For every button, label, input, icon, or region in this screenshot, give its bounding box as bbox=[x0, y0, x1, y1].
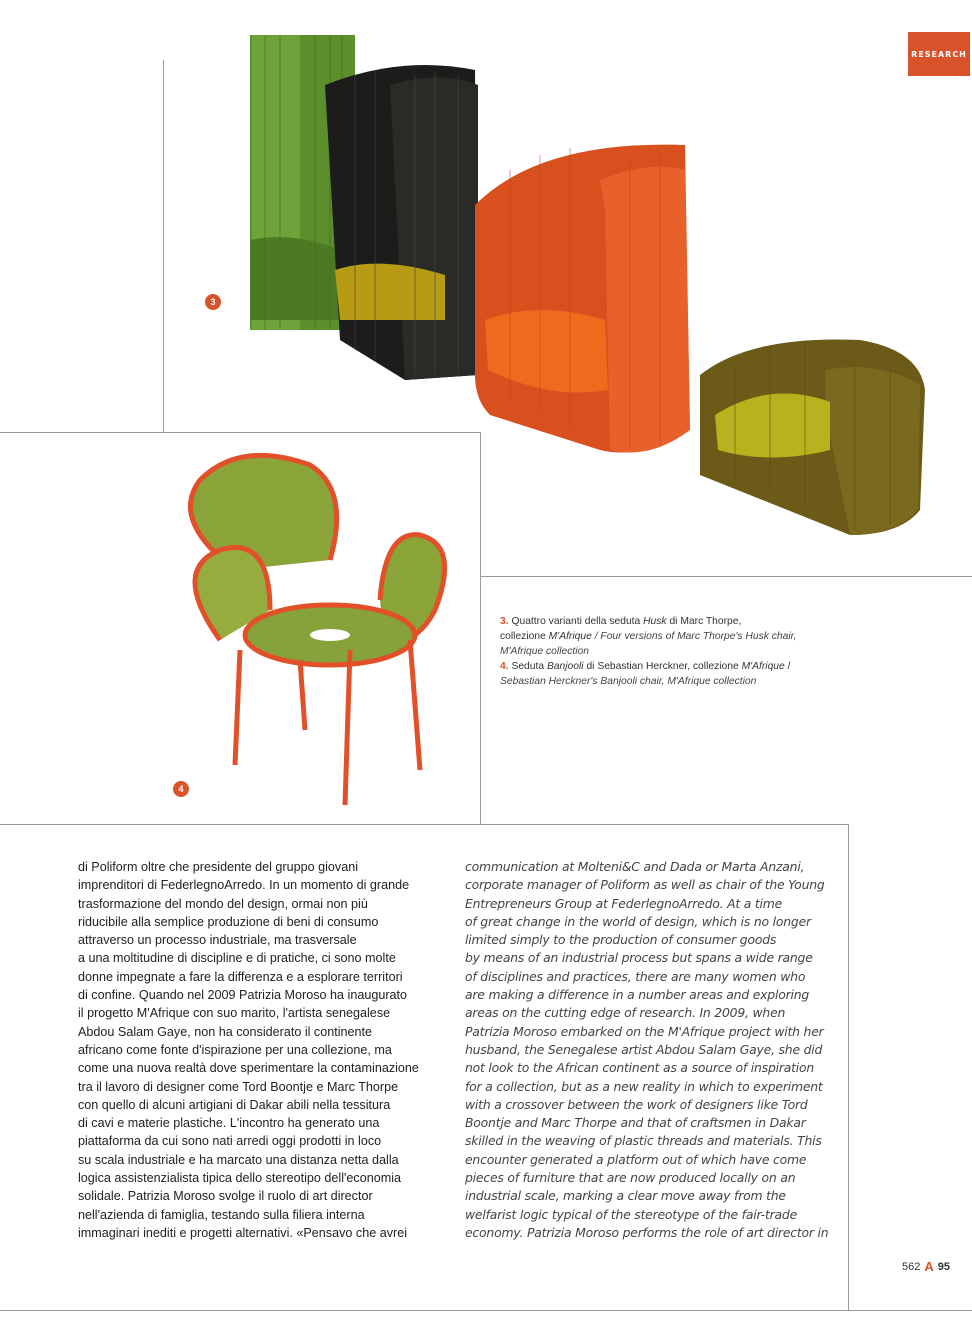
italian-line: piattaforma da cui sono nati arredi oggi prodotti in loco bbox=[78, 1134, 382, 1149]
figure-3-badge: 3 bbox=[205, 294, 221, 310]
english-line: communication at Molteni&C and Dada or Marta Anzani, bbox=[465, 859, 805, 874]
caption-4-it-b: Banjooli bbox=[546, 661, 584, 672]
english-line: with a crossover between the work of designers like Tord bbox=[465, 1096, 808, 1112]
caption-4-it-e: / bbox=[784, 661, 791, 672]
caption-item-4 bbox=[500, 659, 840, 689]
figure-4-badge: 4 bbox=[173, 781, 189, 797]
caption-3-it-b: Husk bbox=[643, 616, 667, 627]
italian-line: donne impegnate a fare la differenza e a esplorare territori bbox=[78, 969, 403, 984]
caption-3-it-c: di Marc Thorpe, bbox=[666, 616, 742, 627]
english-line: limited simply to the production of consumer goods bbox=[465, 932, 777, 948]
italian-line: di Poliform oltre che presidente del gruppo giovani bbox=[78, 860, 359, 874]
italian-line: riducibile alla semplice produzione di beni di consumo bbox=[78, 914, 379, 929]
frame-rule-text-top bbox=[0, 824, 848, 825]
caption-3-it-a: Quattro varianti della seduta bbox=[511, 616, 644, 627]
page-folio bbox=[902, 1259, 950, 1274]
caption-4-it-c: di Sebastian Herckner, collezione bbox=[583, 661, 742, 672]
english-line: areas on the cutting edge of research. In 2009, when bbox=[465, 1005, 786, 1021]
frame-rule-caption bbox=[480, 576, 972, 577]
caption-item-3 bbox=[500, 614, 840, 659]
figure-caption bbox=[500, 614, 840, 689]
italian-line: con quello di alcuni artigiani di Dakar abili nella tessitura bbox=[78, 1097, 391, 1112]
husk-chair-olive bbox=[700, 339, 925, 535]
italian-line: a una moltitudine di discipline e di pratiche, ci sono molte bbox=[78, 951, 396, 966]
caption-4-it-a: Seduta bbox=[508, 661, 547, 672]
italian-line: solidale. Patrizia Moroso svolge il ruolo di art director bbox=[78, 1189, 373, 1204]
english-line: Entrepreneurs Group at FederlegnoArredo. At a time bbox=[465, 895, 783, 911]
italian-line: imprenditori di FederlegnoArredo. In un momento di grande bbox=[78, 878, 410, 893]
english-body-column bbox=[465, 858, 835, 1242]
italian-line: tra il lavoro di designer come Tord Boontje e Marc Thorpe bbox=[78, 1079, 399, 1094]
english-line: welfarist logic typical of the stereotype of the fair-trade bbox=[465, 1206, 797, 1222]
english-line: industrial scale, marking a clear move away from the bbox=[465, 1188, 786, 1204]
english-line: for a collection, but as a new reality in which to experiment bbox=[465, 1078, 823, 1094]
frame-rule-left-top bbox=[163, 60, 164, 432]
frame-rule-bottom bbox=[0, 1310, 972, 1311]
italian-line: logica assistenzialista tipica dello stereotipo dell'economia bbox=[78, 1171, 402, 1186]
caption-3-en-a: / Four versions of Marc Thorpe's Husk chair, bbox=[591, 631, 797, 642]
magazine-logo: A bbox=[924, 1259, 934, 1274]
banjooli-chair-photo bbox=[180, 450, 460, 815]
husk-chair-orange bbox=[475, 145, 690, 453]
english-line: economy. Patrizia Moroso performs the role of art director in bbox=[465, 1224, 829, 1240]
english-line: of disciplines and practices, there are many women who bbox=[465, 968, 806, 984]
italian-line: Abdou Salam Gaye, non ha considerato il continente bbox=[78, 1024, 373, 1039]
english-line: Boontje and Marc Thorpe and that of craftsmen in Dakar bbox=[465, 1115, 806, 1131]
italian-body-column bbox=[78, 858, 440, 1242]
caption-4-number: 4. bbox=[500, 661, 509, 672]
english-line: encounter generated a platform out of which have come bbox=[465, 1151, 807, 1167]
english-line: Patrizia Moroso embarked on the M'Afrique project with her bbox=[465, 1023, 824, 1039]
frame-rule-text-right bbox=[848, 824, 849, 1310]
caption-3-en-b: M'Afrique collection bbox=[500, 646, 589, 657]
english-line: are making a difference in a number areas and exploring bbox=[465, 987, 810, 1003]
caption-3-it-e: M'Afrique bbox=[548, 631, 592, 642]
caption-4-it-d: M'Afrique bbox=[741, 661, 785, 672]
caption-3-number: 3. bbox=[500, 616, 509, 627]
italian-line: nell'azienda di famiglia, testando sulla filiera interna bbox=[78, 1207, 365, 1222]
italian-line: di cavi e materie plastiche. L'incontro ha generato una bbox=[78, 1116, 380, 1131]
english-line: husband, the Senegalese artist Abdou Salam Gaye, she did bbox=[465, 1041, 823, 1057]
page-number: 95 bbox=[937, 1260, 950, 1273]
italian-line: come una nuova realtà dove sperimentare la contaminazione bbox=[78, 1061, 419, 1076]
italian-line: di confine. Quando nel 2009 Patrizia Moroso ha inaugurato bbox=[78, 988, 408, 1003]
english-line: skilled in the weaving of plastic threads and materials. This bbox=[465, 1133, 822, 1149]
italian-line: trasformazione del mondo del design, ormai non più bbox=[78, 896, 368, 911]
english-line: not look to the African continent as a source of inspiration bbox=[465, 1060, 815, 1076]
italian-line: africano come fonte d'ispirazione per una collezione, ma bbox=[78, 1042, 392, 1057]
issue-number: 562 bbox=[902, 1260, 921, 1273]
italian-line: immaginari inediti e progetti alternativi. «Pensavo che avrei bbox=[78, 1225, 408, 1240]
english-line: corporate manager of Poliform as well as chair of the Young bbox=[465, 877, 825, 893]
caption-4-en: Sebastian Herckner's Banjooli chair, M'Afrique collection bbox=[500, 676, 757, 687]
husk-chair-black bbox=[325, 65, 478, 380]
section-tag: RESEARCH bbox=[908, 32, 970, 76]
english-line: by means of an industrial process but spans a wide range bbox=[465, 950, 813, 966]
caption-3-it-d: collezione bbox=[500, 631, 549, 642]
italian-line: su scala industriale e ha marcato una distanza netta dalla bbox=[78, 1152, 399, 1167]
english-line: of great change in the world of design, which is no longer bbox=[465, 913, 811, 929]
italian-line: attraverso un processo industriale, ma trasversale bbox=[78, 933, 357, 948]
italian-line: il progetto M'Afrique con suo marito, l'artista senegalese bbox=[78, 1006, 391, 1021]
english-line: pieces of furniture that are now produced locally on an bbox=[465, 1170, 796, 1186]
